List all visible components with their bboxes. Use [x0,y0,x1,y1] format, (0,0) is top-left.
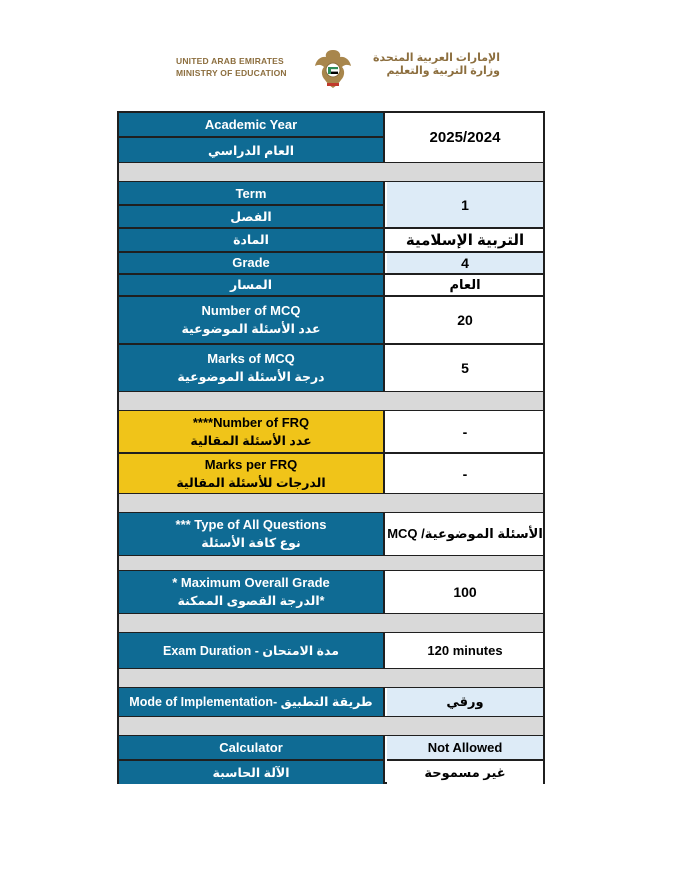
marks-frq-label-en: Marks per FRQ [204,456,298,472]
type-questions-label-ar: نوع كافة الأسئلة [201,536,301,550]
ministry-ar-line1: الإمارات العربية المتحدة [373,52,500,64]
calculator-label-en: Calculator [219,740,283,755]
ministry-en-line1: UNITED ARAB EMIRATES [176,56,284,66]
term-value: 1 [461,196,469,213]
row-number-frq [119,411,543,452]
term-label-ar: الفصل [230,210,272,224]
ministry-name-arabic [368,52,500,78]
mode-value: ورقي [446,694,484,709]
num-frq-value: - [462,423,468,440]
academic-year-label-en: Academic Year [204,116,298,132]
academic-year-value: 2025/2024 [429,129,501,146]
separator-row [119,668,543,688]
subject-label-ar: المادة [233,233,269,247]
row-term [119,182,543,227]
num-frq-label-ar: عدد الأسئلة المقالية [190,433,312,448]
exam-duration-label: Exam Duration - مدة الامتحان [163,643,339,658]
row-exam-duration [119,633,543,668]
exam-duration-value: 120 minutes [427,643,503,658]
marks-mcq-label-en: Marks of MCQ [207,351,295,366]
num-mcq-label-ar: عدد الأسئلة الموضوعية [181,322,321,336]
row-grade [119,253,543,273]
row-calculator [119,736,543,784]
num-mcq-value: 20 [457,312,473,328]
track-label-ar: المسار [230,278,272,292]
page-header [0,0,673,100]
row-subject [119,229,543,251]
track-value: العام [449,277,481,292]
mode-label: Mode of Implementation- طريقة التطبيق [129,695,373,709]
separator-row [119,613,543,633]
separator-row [119,162,543,182]
row-marks-frq [119,454,543,493]
ministry-en-line2: MINISTRY OF EDUCATION [176,68,287,78]
separator-row [119,555,543,571]
separator-row [119,391,543,411]
row-mode-implementation [119,688,543,716]
num-frq-label-en: ****Number of FRQ [192,414,310,430]
type-questions-label-en: *** Type of All Questions [175,517,327,532]
academic-year-label-ar: العام الدراسي [208,143,294,158]
marks-mcq-value: 5 [461,360,469,376]
uae-emblem-icon [313,46,353,90]
row-type-questions [119,513,543,555]
max-grade-value: 100 [453,584,477,600]
grade-label-en: Grade [232,255,270,270]
type-questions-value: الأسئلة الموضوعية/ MCQ [387,526,543,541]
marks-mcq-label-ar: درجة الأسئلة الموضوعية [177,370,325,384]
marks-frq-value: - [462,465,468,482]
term-label-en: Term [235,185,267,201]
row-academic-year [119,113,543,162]
separator-row [119,716,543,736]
row-max-grade [119,571,543,613]
calculator-value-en: Not Allowed [427,740,503,755]
max-grade-label-en: * Maximum Overall Grade [172,575,330,590]
calculator-value-ar: غير مسموحة [424,764,506,780]
max-grade-label-ar: *الدرجة القصوى الممكنة [177,594,325,608]
num-mcq-label-en: Number of MCQ [201,303,301,318]
exam-info-table [117,111,545,784]
separator-row [119,493,543,513]
row-marks-mcq [119,345,543,391]
marks-frq-label-ar: الدرجات للأسئلة المقالية [176,475,326,490]
row-track [119,275,543,295]
ministry-ar-line2: وزارة التربية والتعليم [386,65,500,77]
subject-value: التربية الإسلامية [405,232,525,249]
grade-value: 4 [461,255,469,271]
ministry-name-english [176,55,306,79]
calculator-label-ar: الآلة الحاسبة [212,766,290,780]
row-number-mcq [119,297,543,343]
